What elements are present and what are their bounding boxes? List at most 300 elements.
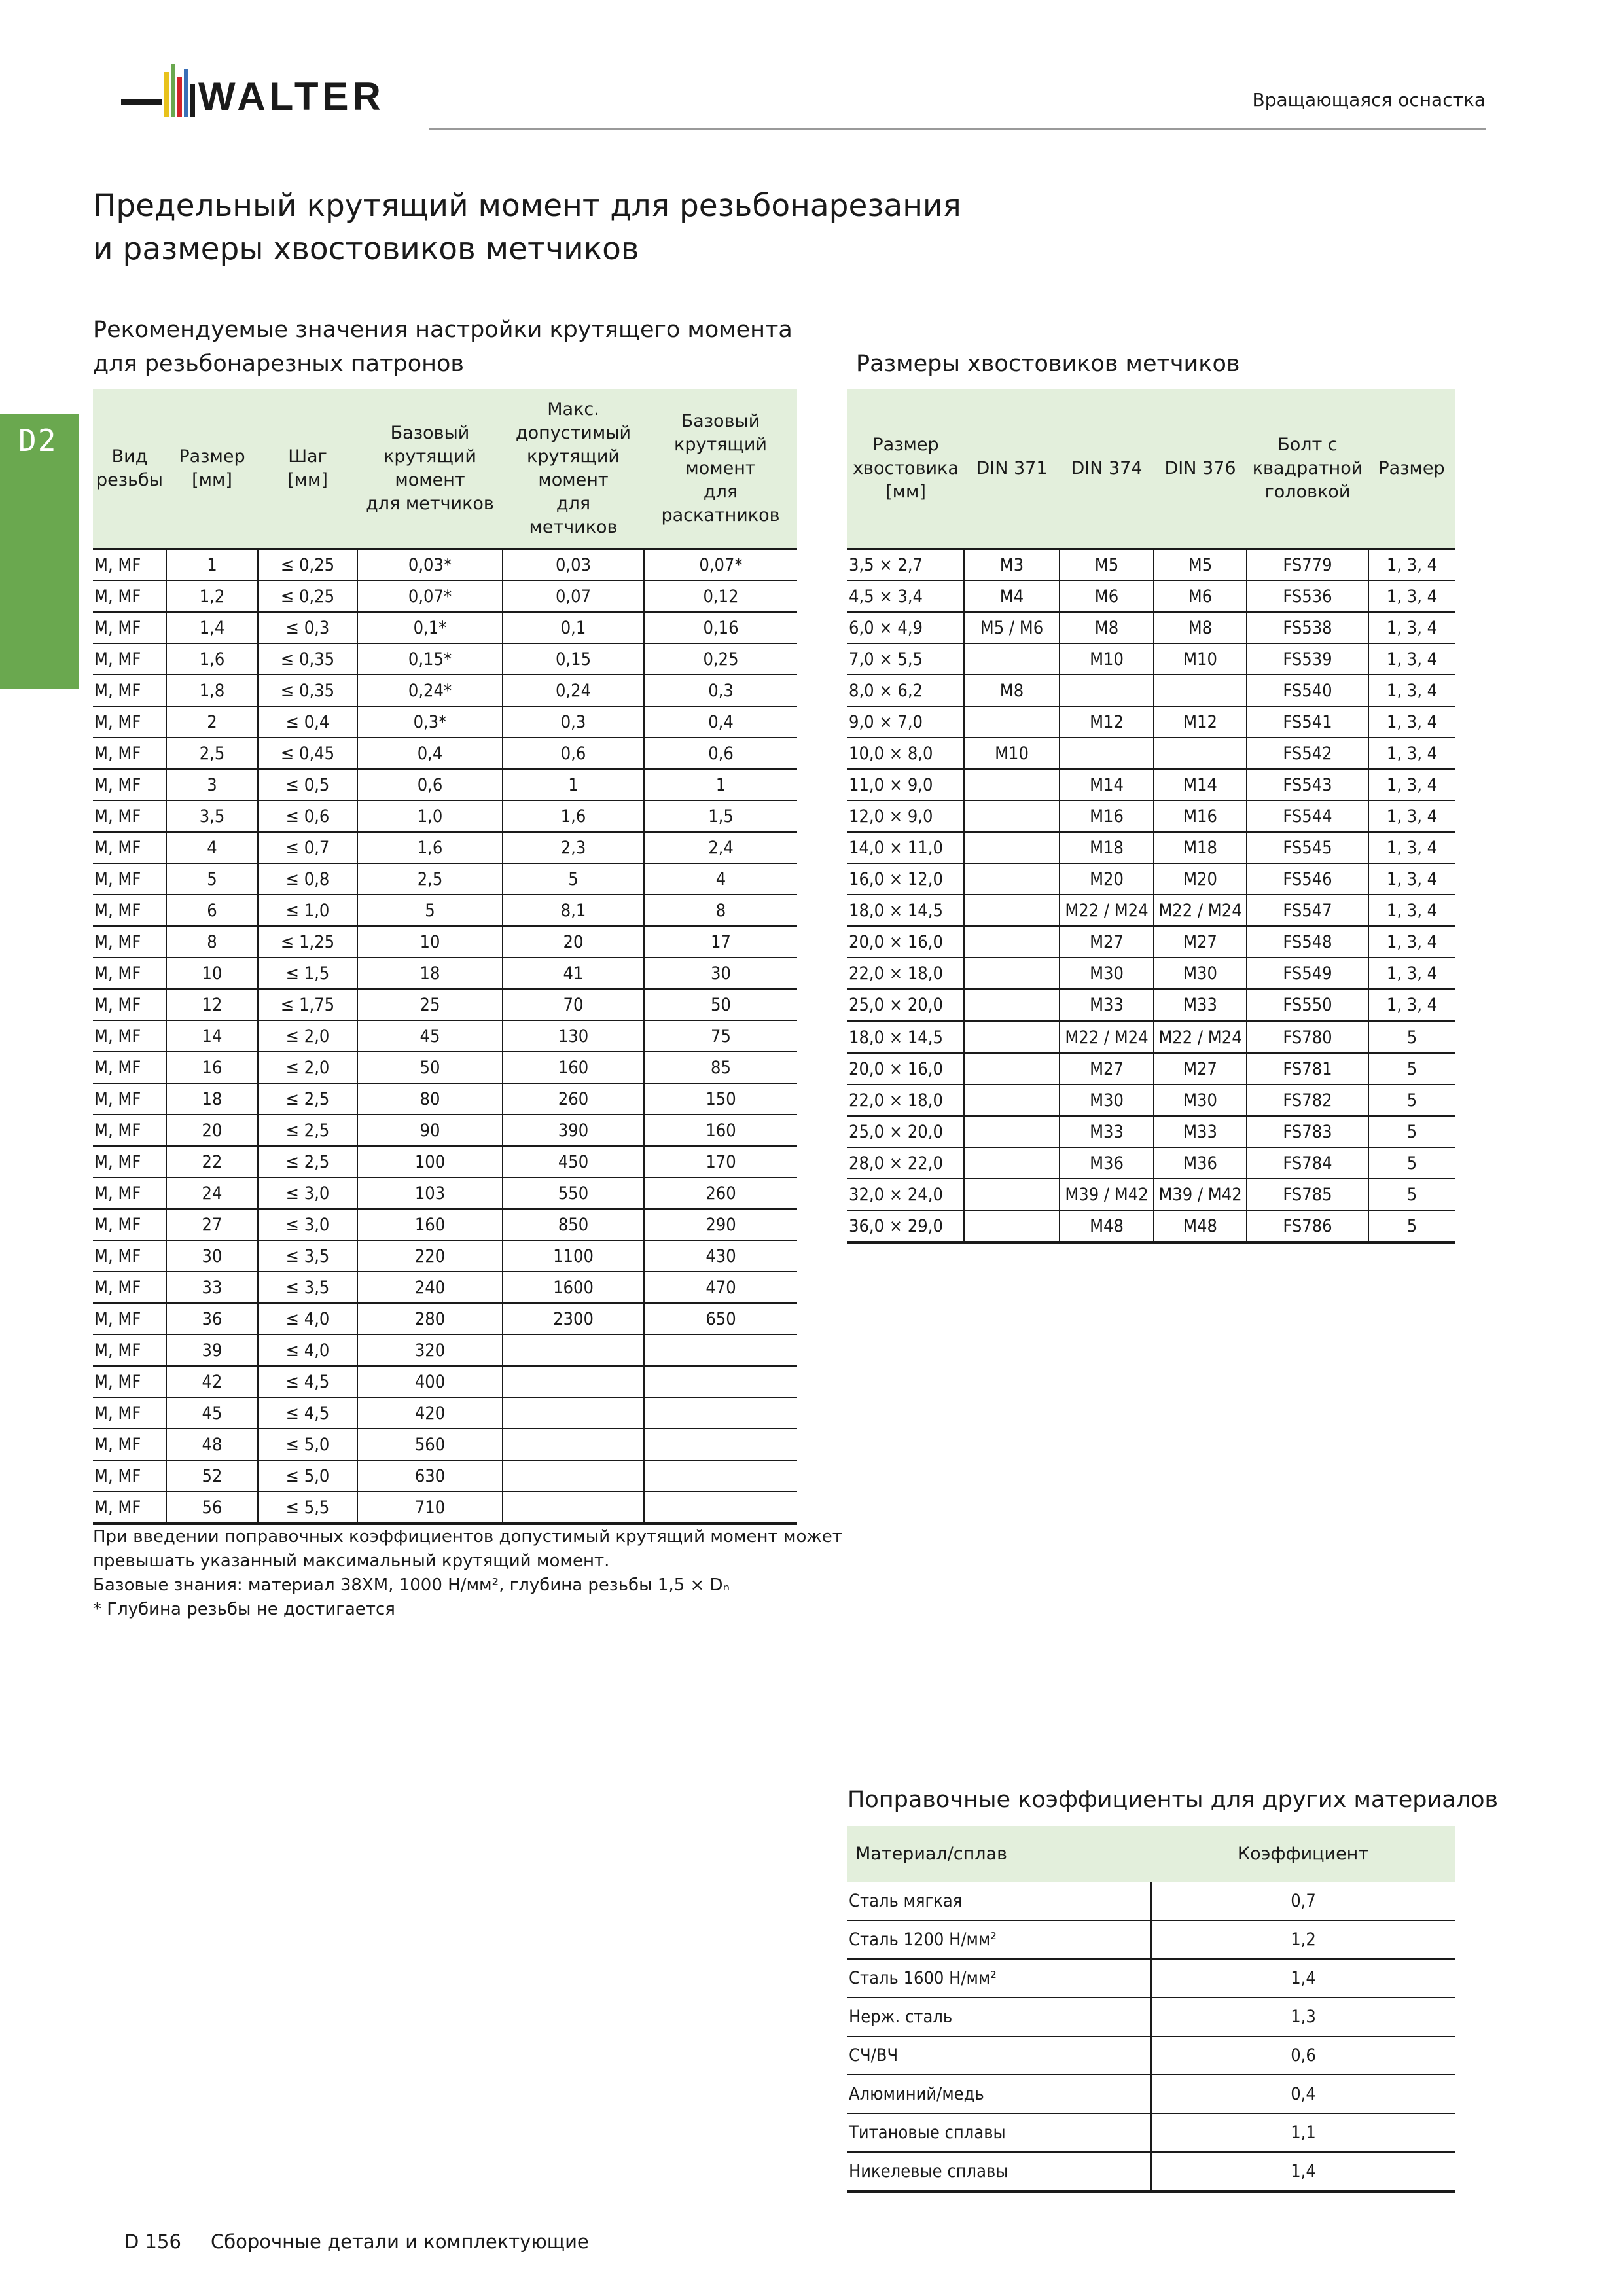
table-cell: M12 <box>1154 706 1247 738</box>
table-cell: M20 <box>1060 863 1154 895</box>
table-cell: 4 <box>166 832 258 863</box>
table-cell: 240 <box>357 1272 503 1303</box>
table-cell: 45 <box>357 1020 503 1052</box>
table-cell: 8 <box>166 926 258 958</box>
table-cell: M48 <box>1154 1210 1247 1242</box>
table-cell: ≤ 5,0 <box>258 1429 357 1460</box>
table-row <box>93 1146 797 1177</box>
table-cell: 18,0 × 14,5 <box>847 895 964 926</box>
table-cell: 400 <box>357 1366 503 1397</box>
table-cell <box>1060 738 1154 769</box>
table-cell: M27 <box>1060 1053 1154 1085</box>
table-row <box>93 1429 797 1460</box>
table-cell: M27 <box>1060 926 1154 958</box>
torque-notes <box>93 1525 842 1622</box>
table-row <box>93 1177 797 1209</box>
table-row <box>93 1366 797 1397</box>
shank-table-body <box>847 549 1455 1242</box>
coef-column-header: Материал/сплав <box>847 1826 1151 1882</box>
table-row <box>93 1240 797 1272</box>
table-cell: 1, 3, 4 <box>1368 706 1455 738</box>
table-row <box>93 1020 797 1052</box>
table-cell <box>964 958 1060 989</box>
table-cell: 18 <box>357 958 503 989</box>
table-cell: 160 <box>644 1115 797 1146</box>
table-cell: ≤ 0,35 <box>258 643 357 675</box>
table-cell: M8 <box>1060 612 1154 643</box>
table-cell: 20 <box>166 1115 258 1146</box>
table-cell: M33 <box>1060 1116 1154 1147</box>
table-cell: 220 <box>357 1240 503 1272</box>
table-cell: 1, 3, 4 <box>1368 863 1455 895</box>
table-row <box>93 1492 797 1524</box>
table-row <box>847 1053 1455 1085</box>
table-row <box>847 706 1455 738</box>
table-cell <box>503 1460 644 1492</box>
table-row <box>847 958 1455 989</box>
table-row <box>847 2152 1455 2191</box>
table-row <box>93 581 797 612</box>
table-cell: 1,0 <box>357 800 503 832</box>
table-row <box>93 1052 797 1083</box>
table-cell: Алюминий/медь <box>847 2075 1151 2113</box>
torque-heading-line: для резьбонарезных патронов <box>93 351 465 377</box>
table-cell: FS547 <box>1247 895 1368 926</box>
table-cell: 10 <box>166 958 258 989</box>
table-cell <box>644 1492 797 1524</box>
table-cell: M30 <box>1154 958 1247 989</box>
table-cell: M39 / M42 <box>1154 1179 1247 1210</box>
table-row <box>93 989 797 1020</box>
table-cell: 850 <box>503 1209 644 1240</box>
table-cell <box>964 1179 1060 1210</box>
table-cell <box>503 1492 644 1524</box>
table-cell: 4 <box>644 863 797 895</box>
torque-header-row <box>93 389 797 549</box>
shank-column-header: Размер <box>1368 389 1455 549</box>
table-cell: M, MF <box>93 581 166 612</box>
table-cell: M8 <box>1154 612 1247 643</box>
table-cell: 1, 3, 4 <box>1368 895 1455 926</box>
table-cell: M, MF <box>93 832 166 863</box>
table-cell: 22,0 × 18,0 <box>847 958 964 989</box>
table-cell: 6 <box>166 895 258 926</box>
table-cell: 5 <box>503 863 644 895</box>
table-cell: 52 <box>166 1460 258 1492</box>
table-cell: M33 <box>1154 1116 1247 1147</box>
table-cell: ≤ 4,5 <box>258 1366 357 1397</box>
shank-column-header: DIN 371 <box>964 389 1060 549</box>
table-cell: 42 <box>166 1366 258 1397</box>
table-cell: 0,12 <box>644 581 797 612</box>
table-cell: 0,24* <box>357 675 503 706</box>
table-cell: 12,0 × 9,0 <box>847 800 964 832</box>
table-cell: M27 <box>1154 926 1247 958</box>
table-cell: 27 <box>166 1209 258 1240</box>
table-row <box>93 1335 797 1366</box>
table-cell: 0,6 <box>503 738 644 769</box>
table-cell: ≤ 2,0 <box>258 1052 357 1083</box>
table-cell <box>964 926 1060 958</box>
table-cell: 560 <box>357 1429 503 1460</box>
table-row <box>93 1083 797 1115</box>
table-cell: M16 <box>1060 800 1154 832</box>
shank-column-header: DIN 376 <box>1154 389 1247 549</box>
table-cell: M30 <box>1060 958 1154 989</box>
table-cell: ≤ 0,6 <box>258 800 357 832</box>
table-cell: 16 <box>166 1052 258 1083</box>
table-cell: 1, 3, 4 <box>1368 549 1455 581</box>
table-cell: 4,5 × 3,4 <box>847 581 964 612</box>
table-row <box>93 738 797 769</box>
table-cell: M48 <box>1060 1210 1154 1242</box>
table-cell: FS780 <box>1247 1021 1368 1053</box>
torque-column-header: Базовый крутящий момент для раскатников <box>644 389 797 549</box>
table-cell: 1, 3, 4 <box>1368 958 1455 989</box>
table-row <box>847 2075 1455 2113</box>
chapter-tab-label: D2 <box>18 423 58 458</box>
table-cell: 5 <box>1368 1179 1455 1210</box>
table-cell <box>503 1429 644 1460</box>
table-cell: 9,0 × 7,0 <box>847 706 964 738</box>
table-cell: FS544 <box>1247 800 1368 832</box>
table-cell: 48 <box>166 1429 258 1460</box>
table-cell: ≤ 0,7 <box>258 832 357 863</box>
table-cell <box>964 863 1060 895</box>
table-cell <box>964 800 1060 832</box>
table-row <box>847 1210 1455 1242</box>
table-cell: 130 <box>503 1020 644 1052</box>
torque-table <box>93 389 797 1525</box>
table-cell: ≤ 2,5 <box>258 1115 357 1146</box>
table-cell: 5 <box>357 895 503 926</box>
table-cell: 1 <box>644 769 797 800</box>
coef-column-header: Коэффициент <box>1151 1826 1455 1882</box>
table-cell: M10 <box>1060 643 1154 675</box>
table-cell: СЧ/ВЧ <box>847 2036 1151 2075</box>
table-cell: M5 / M6 <box>964 612 1060 643</box>
table-cell: 1, 3, 4 <box>1368 769 1455 800</box>
table-cell: M20 <box>1154 863 1247 895</box>
table-cell: 45 <box>166 1397 258 1429</box>
table-cell: 56 <box>166 1492 258 1524</box>
table-cell: 24 <box>166 1177 258 1209</box>
page-title-line: Предельный крутящий момент для резьбонарезания <box>93 188 961 224</box>
table-cell: 3 <box>166 769 258 800</box>
table-cell: Титановые сплавы <box>847 2113 1151 2152</box>
table-cell: FS548 <box>1247 926 1368 958</box>
table-cell: 80 <box>357 1083 503 1115</box>
table-cell: FS550 <box>1247 989 1368 1021</box>
table-cell: 100 <box>357 1146 503 1177</box>
table-row <box>93 958 797 989</box>
table-cell: 1,2 <box>166 581 258 612</box>
table-row <box>847 800 1455 832</box>
table-cell: 650 <box>644 1303 797 1335</box>
table-cell: ≤ 5,5 <box>258 1492 357 1524</box>
table-cell: 90 <box>357 1115 503 1146</box>
table-cell: M8 <box>964 675 1060 706</box>
table-cell: 1600 <box>503 1272 644 1303</box>
table-cell: 1, 3, 4 <box>1368 643 1455 675</box>
table-cell <box>964 1021 1060 1053</box>
note-line: превышать указанный максимальный крутящий момент. <box>93 1551 610 1571</box>
table-cell <box>1060 675 1154 706</box>
table-cell: 1,4 <box>1151 1959 1455 1998</box>
table-cell: 0,24 <box>503 675 644 706</box>
table-cell: 5 <box>1368 1021 1455 1053</box>
table-cell: 20 <box>503 926 644 958</box>
table-row <box>93 800 797 832</box>
table-row <box>847 643 1455 675</box>
torque-heading-line: Рекомендуемые значения настройки крутящего момента <box>93 317 793 343</box>
footer-page-number: D 156 <box>124 2231 181 2253</box>
walter-logo <box>121 59 402 131</box>
table-cell: FS784 <box>1247 1147 1368 1179</box>
table-cell: 0,07* <box>644 549 797 581</box>
table-cell: 39 <box>166 1335 258 1366</box>
table-cell: 50 <box>644 989 797 1020</box>
table-cell: ≤ 0,4 <box>258 706 357 738</box>
table-cell: ≤ 1,75 <box>258 989 357 1020</box>
torque-column-header: Вид резьбы <box>93 389 166 549</box>
header-section-title: Вращающаяся оснастка <box>1252 89 1486 111</box>
table-cell: 1,5 <box>644 800 797 832</box>
table-cell: 290 <box>644 1209 797 1240</box>
table-cell: 5 <box>1368 1085 1455 1116</box>
table-cell: FS549 <box>1247 958 1368 989</box>
shank-column-header: DIN 374 <box>1060 389 1154 549</box>
table-cell: 3,5 <box>166 800 258 832</box>
table-cell: 75 <box>644 1020 797 1052</box>
table-cell: 320 <box>357 1335 503 1366</box>
table-cell: 390 <box>503 1115 644 1146</box>
table-cell: M, MF <box>93 1115 166 1146</box>
table-cell: 1100 <box>503 1240 644 1272</box>
table-cell: M3 <box>964 549 1060 581</box>
table-cell <box>644 1429 797 1460</box>
footer-section-text: Сборочные детали и комплектующие <box>211 2231 589 2253</box>
table-cell: M5 <box>1154 549 1247 581</box>
table-cell: M6 <box>1060 581 1154 612</box>
torque-table-body <box>93 549 797 1524</box>
table-cell: FS540 <box>1247 675 1368 706</box>
table-row <box>93 926 797 958</box>
table-cell: M, MF <box>93 1492 166 1524</box>
table-cell: 450 <box>503 1146 644 1177</box>
table-cell: M22 / M24 <box>1060 895 1154 926</box>
table-cell: 7,0 × 5,5 <box>847 643 964 675</box>
table-cell: M, MF <box>93 675 166 706</box>
table-cell: 2,4 <box>644 832 797 863</box>
table-cell: 0,3 <box>644 675 797 706</box>
table-cell: 85 <box>644 1052 797 1083</box>
table-row <box>847 1920 1455 1959</box>
table-cell: ≤ 0,25 <box>258 549 357 581</box>
table-cell: 36 <box>166 1303 258 1335</box>
table-cell: 0,03 <box>503 549 644 581</box>
table-row <box>93 1115 797 1146</box>
table-cell: 2,3 <box>503 832 644 863</box>
table-cell <box>644 1397 797 1429</box>
table-row <box>847 738 1455 769</box>
table-cell <box>964 1210 1060 1242</box>
table-cell: M, MF <box>93 643 166 675</box>
table-cell: 0,03* <box>357 549 503 581</box>
table-cell: 420 <box>357 1397 503 1429</box>
table-cell: 5 <box>1368 1147 1455 1179</box>
table-cell: 2300 <box>503 1303 644 1335</box>
table-cell: M, MF <box>93 926 166 958</box>
table-cell: 8,0 × 6,2 <box>847 675 964 706</box>
table-cell: 0,07 <box>503 581 644 612</box>
logo-mark-icon <box>121 59 198 131</box>
table-cell: 0,1* <box>357 612 503 643</box>
table-cell: M10 <box>964 738 1060 769</box>
table-cell: FS538 <box>1247 612 1368 643</box>
table-cell: 30 <box>166 1240 258 1272</box>
chapter-tab <box>0 414 79 689</box>
table-cell: 22 <box>166 1146 258 1177</box>
table-cell: ≤ 1,0 <box>258 895 357 926</box>
table-row <box>93 612 797 643</box>
table-cell: 10 <box>357 926 503 958</box>
table-cell: 5 <box>1368 1053 1455 1085</box>
table-cell <box>644 1366 797 1397</box>
table-cell: FS782 <box>1247 1085 1368 1116</box>
table-cell: 10,0 × 8,0 <box>847 738 964 769</box>
table-cell <box>964 643 1060 675</box>
note-line: Базовые знания: материал 38ХМ, 1000 Н/мм², глубина резьбы 1,5 × Dₙ <box>93 1575 730 1595</box>
table-row <box>93 1397 797 1429</box>
table-cell: 0,4 <box>357 738 503 769</box>
table-row <box>93 895 797 926</box>
table-cell: ≤ 2,5 <box>258 1146 357 1177</box>
table-cell: M, MF <box>93 1240 166 1272</box>
table-cell: 0,7 <box>1151 1882 1455 1920</box>
table-cell: ≤ 0,3 <box>258 612 357 643</box>
table-cell: M30 <box>1154 1085 1247 1116</box>
table-cell: ≤ 0,35 <box>258 675 357 706</box>
table-cell: 5 <box>1368 1116 1455 1147</box>
table-cell: Никелевые сплавы <box>847 2152 1151 2191</box>
table-cell: 470 <box>644 1272 797 1303</box>
table-cell: 11,0 × 9,0 <box>847 769 964 800</box>
table-row <box>847 895 1455 926</box>
table-cell: 33 <box>166 1272 258 1303</box>
table-cell: M12 <box>1060 706 1154 738</box>
table-cell: ≤ 0,25 <box>258 581 357 612</box>
table-row <box>93 1460 797 1492</box>
table-cell: 0,1 <box>503 612 644 643</box>
table-cell: ≤ 3,5 <box>258 1272 357 1303</box>
table-cell: 25,0 × 20,0 <box>847 1116 964 1147</box>
table-cell: ≤ 3,5 <box>258 1240 357 1272</box>
table-cell: M33 <box>1060 989 1154 1021</box>
table-cell: Сталь 1600 Н/мм² <box>847 1959 1151 1998</box>
table-cell: 260 <box>503 1083 644 1115</box>
table-cell <box>964 895 1060 926</box>
table-row <box>93 706 797 738</box>
table-cell: ≤ 1,25 <box>258 926 357 958</box>
table-row <box>847 1179 1455 1210</box>
table-cell: ≤ 3,0 <box>258 1177 357 1209</box>
table-cell: 430 <box>644 1240 797 1272</box>
table-cell: 1,4 <box>166 612 258 643</box>
table-cell: 2,5 <box>357 863 503 895</box>
table-cell: 32,0 × 24,0 <box>847 1179 964 1210</box>
table-cell: 1, 3, 4 <box>1368 612 1455 643</box>
table-cell: 1,6 <box>357 832 503 863</box>
table-cell: M, MF <box>93 1083 166 1115</box>
table-cell: 8 <box>644 895 797 926</box>
table-cell: 0,4 <box>1151 2075 1455 2113</box>
table-cell: M16 <box>1154 800 1247 832</box>
table-cell <box>1154 675 1247 706</box>
torque-column-header: Размер [мм] <box>166 389 258 549</box>
table-cell: ≤ 1,5 <box>258 958 357 989</box>
table-row <box>847 1959 1455 1998</box>
table-cell: M27 <box>1154 1053 1247 1085</box>
table-row <box>847 549 1455 581</box>
table-cell: 150 <box>644 1083 797 1115</box>
table-cell: 14,0 × 11,0 <box>847 832 964 863</box>
coef-table-body <box>847 1882 1455 2191</box>
table-cell: M, MF <box>93 1177 166 1209</box>
torque-column-header: Шаг [мм] <box>258 389 357 549</box>
table-row <box>847 612 1455 643</box>
table-cell: 6,0 × 4,9 <box>847 612 964 643</box>
table-cell: M4 <box>964 581 1060 612</box>
table-cell: 1,6 <box>503 800 644 832</box>
shank-column-header: Размер хвостовика [мм] <box>847 389 964 549</box>
table-cell: 28,0 × 22,0 <box>847 1147 964 1179</box>
table-cell: 710 <box>357 1492 503 1524</box>
table-cell <box>964 1053 1060 1085</box>
table-row <box>847 1085 1455 1116</box>
table-cell: 0,6 <box>1151 2036 1455 2075</box>
page-title-line: и размеры хвостовиков метчиков <box>93 231 639 267</box>
table-cell: M, MF <box>93 1429 166 1460</box>
table-cell: 1, 3, 4 <box>1368 675 1455 706</box>
logo-wordmark: WALTER <box>198 75 385 118</box>
table-cell: Сталь 1200 Н/мм² <box>847 1920 1151 1959</box>
table-cell: M30 <box>1060 1085 1154 1116</box>
note-line: * Глубина резьбы не достигается <box>93 1600 395 1619</box>
table-cell: FS543 <box>1247 769 1368 800</box>
table-cell: 0,15* <box>357 643 503 675</box>
table-cell <box>503 1397 644 1429</box>
table-cell: M14 <box>1060 769 1154 800</box>
table-cell: 0,3* <box>357 706 503 738</box>
table-cell: 18,0 × 14,5 <box>847 1021 964 1053</box>
table-cell: M, MF <box>93 549 166 581</box>
table-cell: 41 <box>503 958 644 989</box>
table-cell: 1, 3, 4 <box>1368 832 1455 863</box>
table-cell <box>503 1335 644 1366</box>
table-row <box>93 549 797 581</box>
table-cell: M22 / M24 <box>1060 1021 1154 1053</box>
table-cell: 160 <box>503 1052 644 1083</box>
table-cell: FS783 <box>1247 1116 1368 1147</box>
table-cell: M, MF <box>93 769 166 800</box>
table-cell: 0,3 <box>503 706 644 738</box>
table-row <box>847 1882 1455 1920</box>
table-cell: 12 <box>166 989 258 1020</box>
header-divider <box>429 128 1486 130</box>
table-cell: FS781 <box>1247 1053 1368 1085</box>
table-cell <box>964 706 1060 738</box>
